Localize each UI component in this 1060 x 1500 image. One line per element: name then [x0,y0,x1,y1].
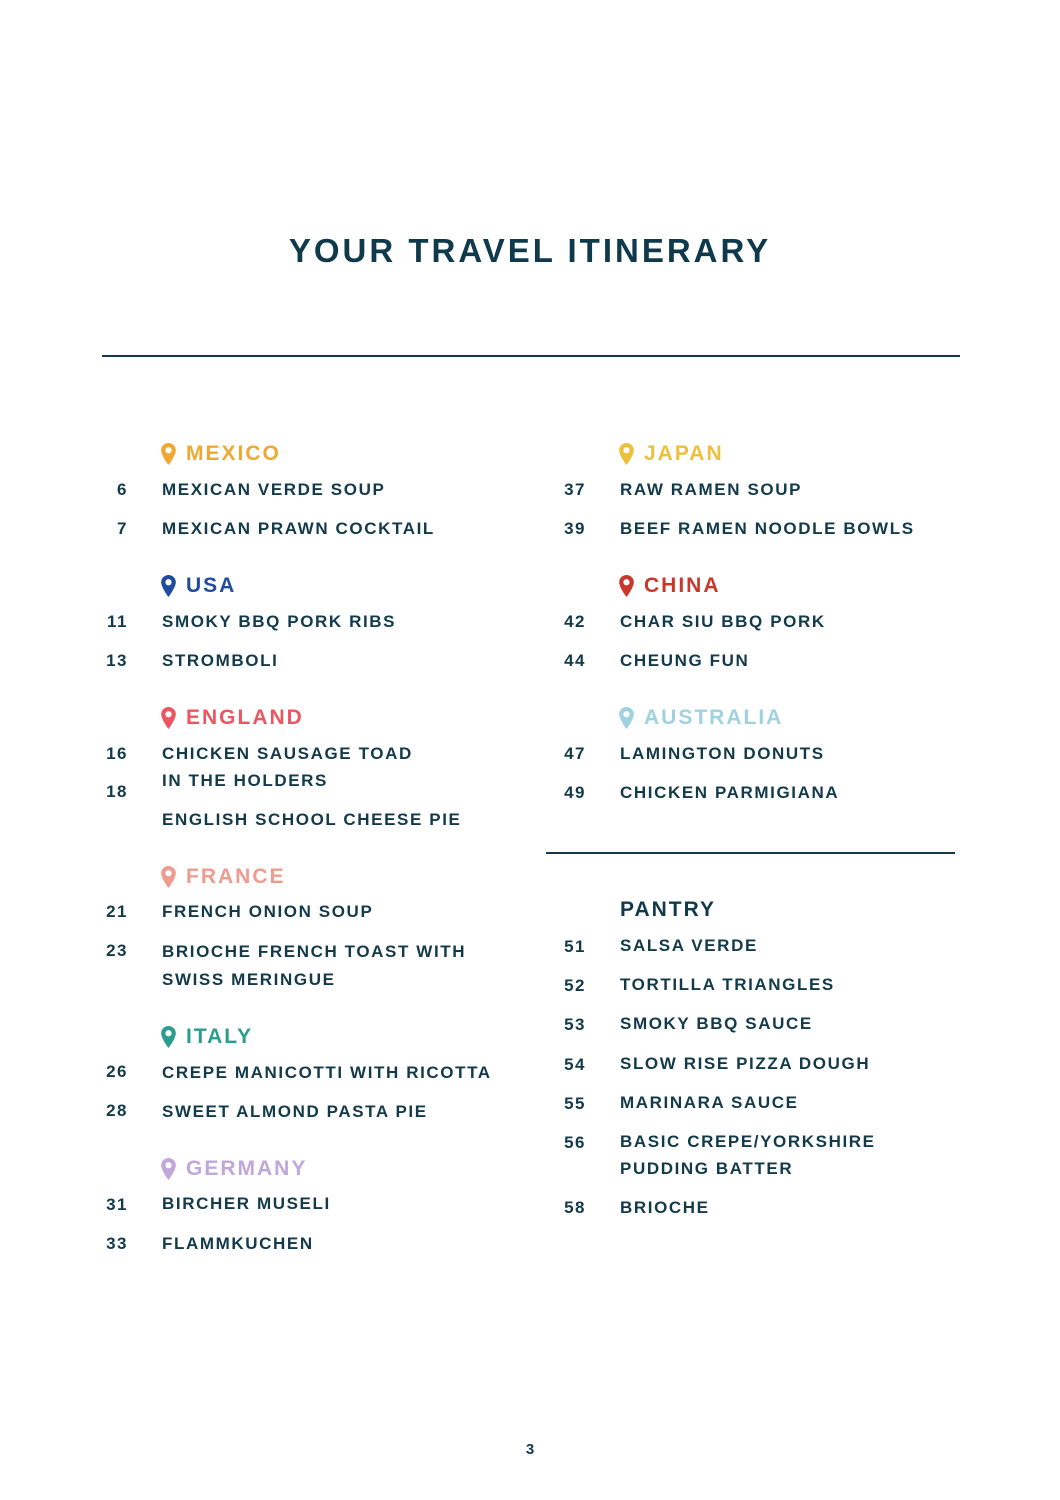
page-number: 49 [564,783,586,802]
country-name: ENGLAND [186,706,304,729]
recipe-title: LAMINGTON DONUTS [620,744,825,763]
footer-page-number: 3 [525,1441,535,1458]
page-number: 13 [106,651,128,670]
recipe-title: MEXICAN VERDE SOUP [162,480,386,499]
recipe-title: MARINARA SAUCE [620,1093,799,1112]
page-number: 47 [564,744,586,763]
country-name: USA [186,574,237,597]
country-heading-australia [619,705,783,731]
country-name: CHINA [644,574,721,597]
recipe-title: BRIOCHE [620,1198,710,1217]
recipe-title: SALSA VERDE [620,936,758,955]
recipe-title: RAW RAMEN SOUP [620,480,803,499]
recipe-title: CHICKEN PARMIGIANA [620,783,840,802]
recipe-title: CREPE MANICOTTI WITH RICOTTA [162,1063,492,1082]
page-number: 33 [106,1234,128,1253]
map-pin-icon [161,707,176,729]
page-number: 16 [106,744,128,763]
country-heading-china [619,573,721,599]
recipe-title: BIRCHER MUSELI [162,1194,331,1213]
map-pin-icon [619,443,634,465]
country-name: MEXICO [186,442,281,465]
recipe-title: SMOKY BBQ PORK RIBS [162,612,397,631]
top-divider [102,355,960,357]
map-pin-icon [161,443,176,465]
page-number: 39 [564,519,586,538]
country-heading-italy [161,1024,253,1050]
page-number: 37 [564,480,586,499]
country-name: ITALY [186,1025,254,1048]
recipe-title: SWEET ALMOND PASTA PIE [162,1102,428,1121]
recipe-title: BASIC CREPE/YORKSHIRE [620,1132,876,1151]
page-number: 55 [564,1094,586,1113]
recipe-title-continued: SWISS MERINGUE [162,970,336,989]
country-heading-mexico [161,441,281,467]
map-pin-icon [161,1026,176,1048]
pantry-divider [546,852,955,854]
country-heading-england [161,705,304,731]
map-pin-icon [619,707,634,729]
page-number: 44 [564,651,586,670]
recipe-title: SMOKY BBQ SAUCE [620,1014,813,1033]
recipe-title: CHEUNG FUN [620,651,750,670]
country-heading-usa [161,573,236,599]
page-number: 18 [106,782,128,801]
page-number: 26 [106,1062,128,1081]
country-name: FRANCE [186,865,286,888]
recipe-title: SLOW RISE PIZZA DOUGH [620,1054,871,1073]
recipe-title: BRIOCHE FRENCH TOAST WITH [162,942,467,961]
map-pin-icon [161,866,176,888]
country-heading-france [161,864,286,890]
map-pin-icon [619,575,634,597]
page-number: 23 [106,941,128,960]
page-number: 6 [117,480,128,499]
page-number: 56 [564,1133,586,1152]
recipe-title: MEXICAN PRAWN COCKTAIL [162,519,435,538]
map-pin-icon [161,575,176,597]
page-number: 11 [107,612,128,631]
page-number: 54 [564,1055,586,1074]
country-name: GERMANY [186,1157,308,1180]
recipe-title: FLAMMKUCHEN [162,1234,314,1253]
recipe-title-continued: PUDDING BATTER [620,1159,794,1178]
recipe-title: CHICKEN SAUSAGE TOAD [162,744,413,763]
country-heading-germany [161,1156,307,1182]
pantry-heading: PANTRY [620,898,716,921]
page-number: 21 [106,902,128,921]
page-number: 28 [106,1101,128,1120]
recipe-title: FRENCH ONION SOUP [162,902,374,921]
page-number: 42 [564,612,586,631]
country-name: JAPAN [644,442,724,465]
recipe-title: CHAR SIU BBQ PORK [620,612,826,631]
country-name: AUSTRALIA [644,706,784,729]
recipe-title: STROMBOLI [162,651,279,670]
page-number: 31 [106,1195,128,1214]
page-number: 51 [564,937,586,956]
recipe-title: TORTILLA TRIANGLES [620,975,835,994]
page-number: 7 [117,519,128,538]
recipe-title-continued: IN THE HOLDERS [162,771,328,790]
country-heading-japan [619,441,724,467]
recipe-title: BEEF RAMEN NOODLE BOWLS [620,519,915,538]
page-number: 58 [564,1198,586,1217]
page-number: 53 [564,1015,586,1034]
page-number: 52 [564,976,586,995]
recipe-title: ENGLISH SCHOOL CHEESE PIE [162,810,462,829]
map-pin-icon [161,1158,176,1180]
page-title: YOUR TRAVEL ITINERARY [288,232,772,269]
